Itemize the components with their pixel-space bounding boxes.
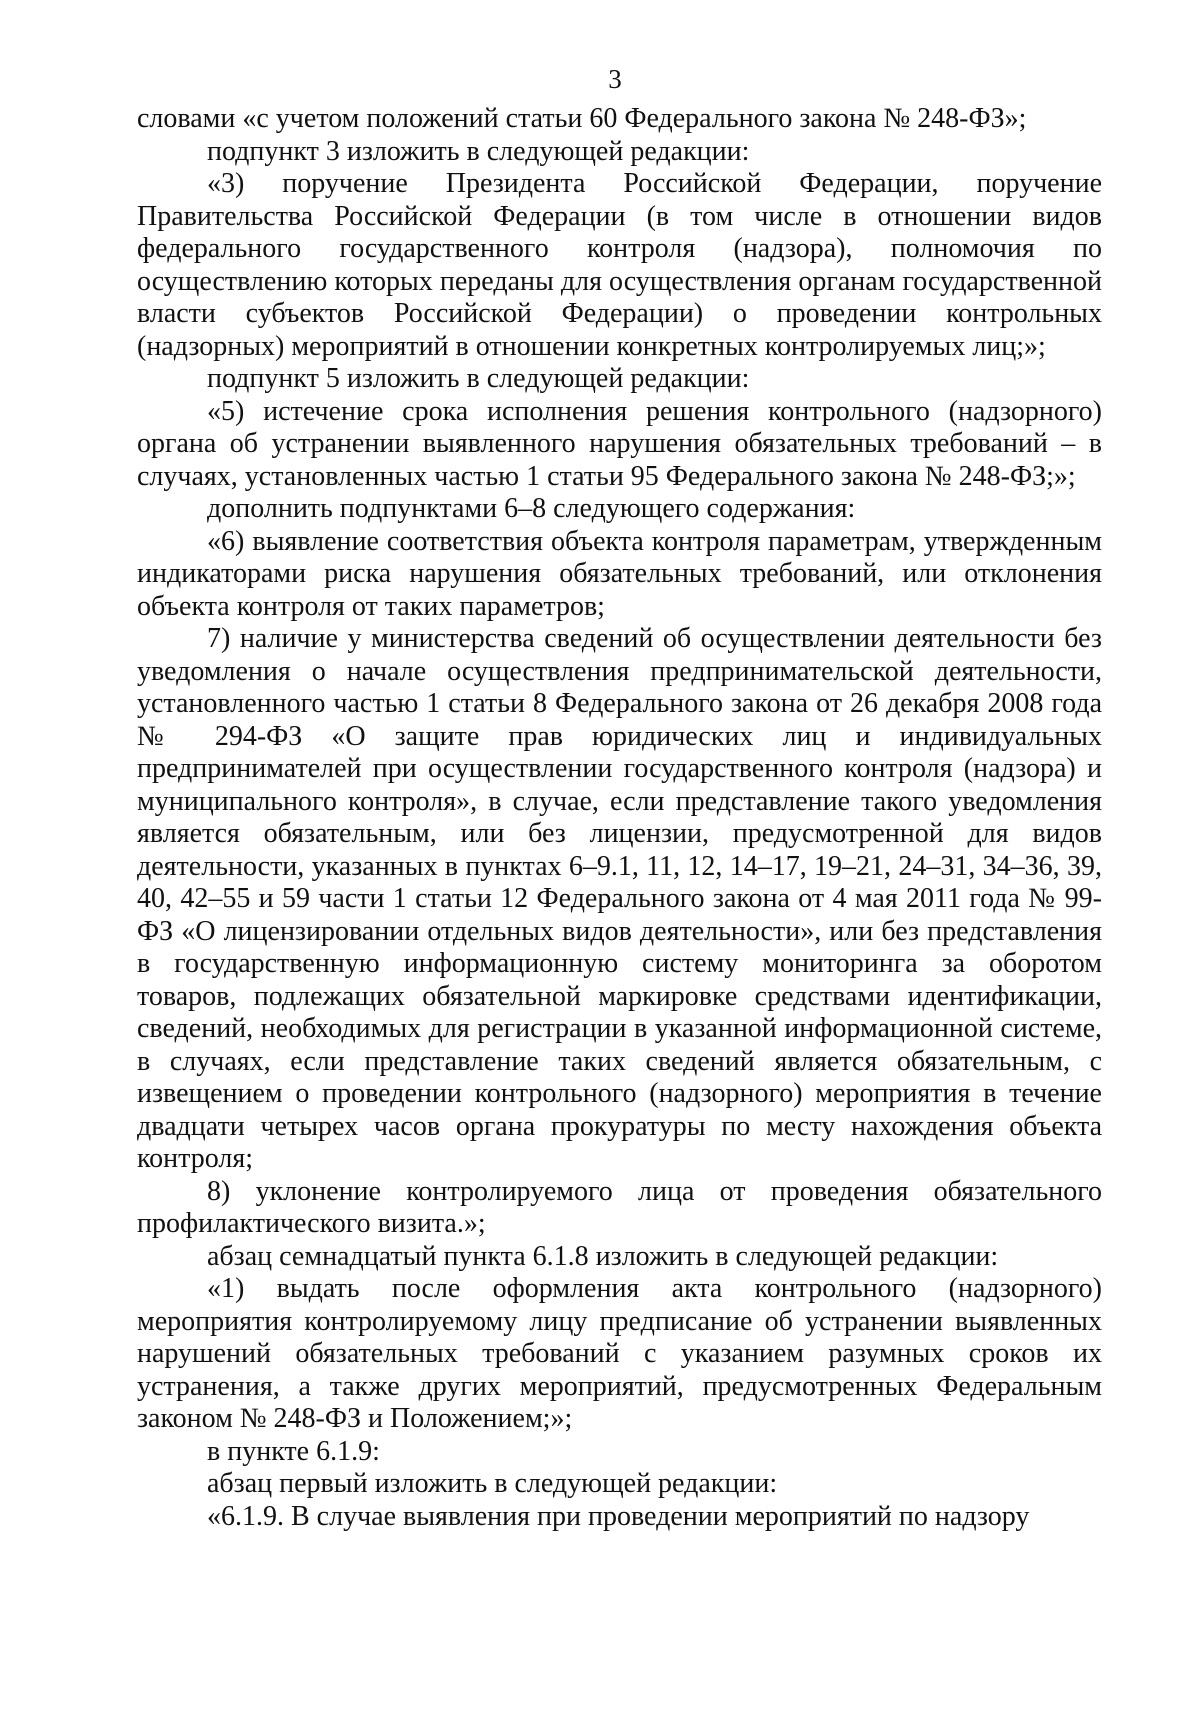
page-number: 3 — [608, 64, 622, 94]
paragraph: 7) наличие у министерства сведений об осуществлении деятельности без уведомления о начале осуществления предпринимательской деятельности, установленного частью 1 статьи 8 Федерального закона от 26 декабря 2008 года № 294-ФЗ «О защите прав юридических лиц и индивидуальных предпринимателей при осуществлении государственного контроля (надзора) и муниципального контроля», в случае, если представление такого уведомления является обязательным, или без лицензии, предусмотренной для видов деятельности, указанных в пунктах 6–9.1, 11, 12, 14–17, 19–21, 24–31, 34–36, 39, 40, 42–55 и 59 части 1 статьи 12 Федерального закона от 4 мая 2011 года № 99-ФЗ «О лицензировании отдельных видов деятельности», или без представления в государственную информационную систему мониторинга за оборотом товаров, подлежащих обязательной маркировке средствами идентификации, сведений, необходимых для регистрации в указанной информационной системе, в случаях, если представление таких сведений является обязательным, с извещением о проведении контрольного (надзорного) мероприятия в течение двадцати четырех часов органа прокуратуры по месту нахождения объекта контроля; — [137, 623, 1102, 1174]
paragraph: абзац первый изложить в следующей редакции: — [207, 1468, 778, 1499]
document-body — [137, 103, 1102, 1533]
paragraph: «5) истечение срока исполнения решения контрольного (надзорного) органа об устранении выявленного нарушения обязательных требований – в случаях, установленных частью 1 статьи 95 Федерального закона № 248-ФЗ;»; — [137, 395, 1102, 492]
paragraph: словами «с учетом положений статьи 60 Федерального закона № 248-ФЗ»; — [137, 103, 1027, 134]
paragraph: подпункт 5 изложить в следующей редакции: — [207, 363, 750, 394]
paragraph: «3) поручение Президента Российской Федерации, поручение Правительства Российской Федерации (в том числе в отношении видов федерального государственного контроля (надзора), полномочия по осуществлению которых переданы для осуществления органам государственной власти субъектов Российской Федерации) о проведении контрольных (надзорных) мероприятий в отношении конкретных контролируемых лиц;»; — [137, 168, 1102, 362]
paragraph: дополнить подпунктами 6–8 следующего содержания: — [207, 493, 856, 524]
paragraph: абзац семнадцатый пункта 6.1.8 изложить в следующей редакции: — [207, 1240, 999, 1272]
paragraph: 8) уклонение контролируемого лица от проведения обязательного профилактического визита.»; — [137, 1175, 1102, 1239]
paragraph: «6) выявление соответствия объекта контроля параметрам, утвержденным индикаторами риска нарушения обязательных требований, или отклонения объекта контроля от таких параметров; — [137, 525, 1102, 622]
paragraph: «6.1.9. В случае выявления при проведении мероприятий по надзору — [207, 1500, 1030, 1532]
paragraph: в пункте 6.1.9: — [207, 1435, 380, 1467]
paragraph: «1) выдать после оформления акта контрольного (надзорного) мероприятия контролируемому лицу предписание об устранении выявленных нарушений обязательных требований с указанием разумных сроков их устранения, а также других мероприятий, предусмотренных Федеральным законом № 248-ФЗ и Положением;»; — [137, 1273, 1102, 1434]
paragraph: подпункт 3 изложить в следующей редакции: — [207, 135, 750, 167]
